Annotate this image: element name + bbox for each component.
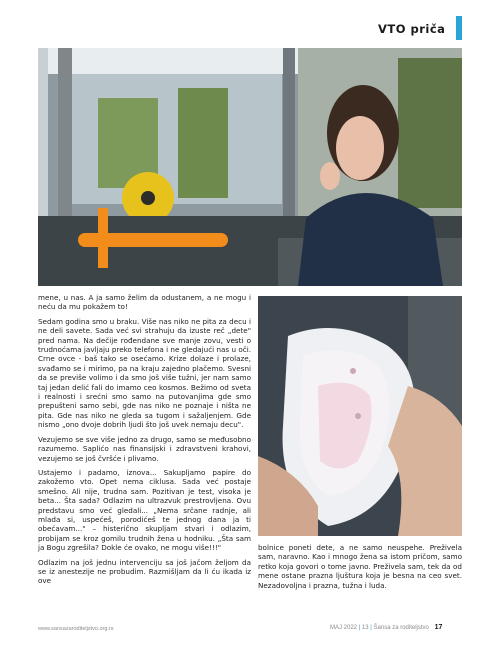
section-title: VTO priča [378, 22, 446, 36]
paragraph: mene, u nas. A ja samo želim da odustanem, a ne mogu i neću da mu pokažem to! [38, 293, 251, 312]
paragraph: Vezujemo se sve više jedno za drugo, samo se međusobno razumemo. Saplićo nas finansijski i zdravstveni krahovi, vezujemo se još čvršće i plivamo. [38, 434, 251, 463]
footer-website: www.sansazaroditeljstvo.org.rs [38, 626, 114, 632]
footer-issue: MAJ 2022 [330, 625, 358, 631]
baby-clothes-photo [258, 296, 462, 536]
footer-separator: | [358, 625, 361, 631]
footer-separator: | [370, 625, 372, 631]
section-accent-bar [456, 16, 462, 40]
footer-issue-info [330, 624, 462, 631]
playground-woman-photo [38, 48, 462, 286]
paragraph: Sedam godina smo u braku. Više nas niko ne pita za decu i ne deli savete. Sada već svi strahuju da izuste reč „dete" pred nama. Na dečije rođendane sve manje zovu, vesti o trudnoćama javljaju preko telefona i ne gledajući nas u oči. Crne ovce - baš tako se osećamo. Krize dolaze i prolaze, svađamo se i mirimo, pa na kraju zajedno plačemo. Svesni da se previše volimo i da smo još više tužni, jer nam samo taj jedan delić fali do imamo ceo kosmos. Bežimo od sveta i realnosti i srećni smo samo na putovanjima gde smo prepušteni samo sebi, gde nas niko ne poznaje i ništa ne pita. Gde nas niko ne gleda sa tugom i sažaljenjem. Gde nismo „ono dvoje dobrih ljudi što još uvek nemaju decu". [38, 316, 251, 430]
footer-issue-number: 13 [361, 625, 369, 631]
footer-magazine: Šansa za roditeljstvo [373, 625, 429, 631]
page-number: 17 [434, 624, 443, 631]
article-left-column [38, 293, 251, 591]
article-right-column [258, 543, 462, 590]
paragraph: bolnice poneti dete, a ne samo neuspehe. Preživela sam, naravno. Kao i mnogo žena sa istom pričom, samo retko koja govori o tome javno. Preživela sam, tek da od mene ostane prazna ljuštura koja je besna na ceo svet. Nezadovoljna i prazna, tužna i luda. [258, 543, 462, 590]
paragraph: Odlazim na još jednu intervenciju sa još jačom željom da se iz anestezije ne probudim. Razmišljam da li ću ikada iz ove [38, 557, 251, 586]
paragraph: Ustajemo i padamo, iznova... Sakupljamo papire do zakožemo vto. Opet nema ciklusa. Sada već postaje smešno. Ali nije, trudna sam. Pozitivan je test, visoka je beta... Šta sada? Odlazim na ultrazvuk prestrovljena. Ovu predstavu smo već gledali... „Nema srčane radnje, ali mlada si, uspećeš, porodićeš te jednog dana ja ti obećavam..." – histerično skupljam stvari i odlazim, probijam se kroz gomilu trudnih žena u hodniku. „Šta sam ja Bogu zgrešila? Dokle će ovako, ne mogu više!!!" [38, 467, 251, 553]
